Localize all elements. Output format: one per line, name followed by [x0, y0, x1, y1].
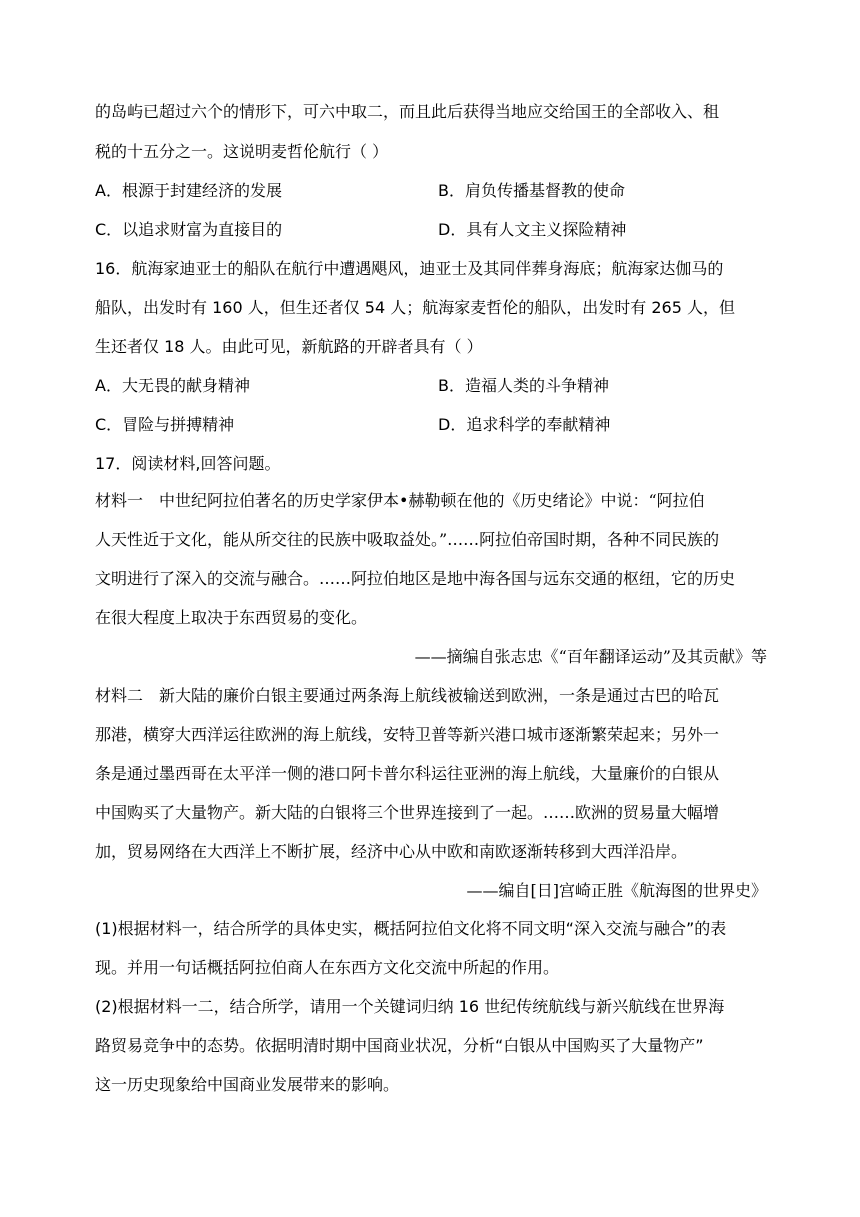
q15-stem-line-1: 的岛屿已超过六个的情形下，可六中取二，而且此后获得当地应交给国王的全部收入、租	[95, 102, 720, 121]
q17-material2-line-5: 加，贸易网络在大西洋上不断扩展，经济中心从中欧和南欧逐渐转移到大西洋沿岸。	[95, 842, 688, 861]
q16-stem-line-2: 船队，出发时有 160 人，但生还者仅 54 人；航海家麦哲伦的船队，出发时有 265 人，但	[95, 298, 735, 317]
q15-stem-line-2: 税的十五分之一。这说明麦哲伦航行（ ）	[95, 142, 389, 161]
q15-option-b: B．肩负传播基督教的使命	[438, 181, 625, 200]
q16-option-a: A．大无畏的献身精神	[95, 376, 250, 395]
q16-stem-line-3: 生还者仅 18 人。由此可见，新航路的开辟者具有（ ）	[95, 337, 483, 356]
q16-stem-line-1: 16．航海家迪亚士的船队在航行中遭遇飓风，迪亚士及其同伴葬身海底；航海家达伽马的	[95, 259, 724, 278]
q15-option-d: D．具有人文主义探险精神	[438, 220, 627, 239]
q17-material2-line-2: 那港，横穿大西洋运往欧洲的海上航线，安特卫普等新兴港口城市逐渐繁荣起来；另外一	[95, 725, 720, 744]
q16-option-d: D．追求科学的奉献精神	[438, 415, 611, 434]
q17-material1-line-4: 在很大程度上取决于东西贸易的变化。	[95, 608, 368, 627]
q17-source-1: ——摘编自张志忠《“百年翻译运动”及其贡献》等	[414, 647, 767, 666]
q16-option-c: C．冒险与拼搏精神	[95, 415, 235, 434]
q17-title: 17．阅读材料,回答问题。	[95, 454, 281, 473]
q17-source-2: ——编自[日]宫崎正胜《航海图的世界史》	[466, 881, 767, 900]
q17-sub2-line-2: 路贸易竞争中的态势。依据明清时期中国商业状况，分析“白银从中国购买了大量物产”	[95, 1036, 704, 1055]
q17-sub1-line-2: 现。并用一句话概括阿拉伯商人在东西方文化交流中所起的作用。	[95, 958, 560, 977]
q17-sub2-line-1: (2)根据材料一二，结合所学，请用一个关键词归纳 16 世纪传统航线与新兴航线在世界海	[95, 997, 725, 1016]
q17-material1-line-2: 人天性近于文化，能从所交往的民族中吸取益处。”……阿拉伯帝国时期，各种不同民族的	[95, 530, 720, 549]
q16-option-b: B．造福人类的斗争精神	[438, 376, 609, 395]
q17-sub2-line-3: 这一历史现象给中国商业发展带来的影响。	[95, 1075, 400, 1094]
q15-option-a: A．根源于封建经济的发展	[95, 181, 282, 200]
q17-material2-line-4: 中国购买了大量物产。新大陆的白银将三个世界连接到了一起。……欧洲的贸易量大幅增	[95, 803, 720, 822]
q17-sub1-line-1: (1)根据材料一，结合所学的具体史实，概括阿拉伯文化将不同文明“深入交流与融合”的表	[95, 919, 727, 938]
q17-material2-line-3: 条是通过墨西哥在太平洋一侧的港口阿卡普尔科运往亚洲的海上航线，大量廉价的白银从	[95, 764, 720, 783]
q15-option-c: C．以追求财富为直接目的	[95, 220, 283, 239]
q17-material1-line-3: 文明进行了深入的交流与融合。……阿拉伯地区是地中海各国与远东交通的枢纽，它的历史	[95, 569, 736, 588]
q17-material1-line-1: 材料一 中世纪阿拉伯著名的历史学家伊本•赫勒顿在他的《历史绪论》中说：“阿拉伯	[95, 491, 705, 510]
q17-material2-line-1: 材料二 新大陆的廉价白银主要通过两条海上航线被输送到欧洲，一条是通过古巴的哈瓦	[95, 686, 720, 705]
